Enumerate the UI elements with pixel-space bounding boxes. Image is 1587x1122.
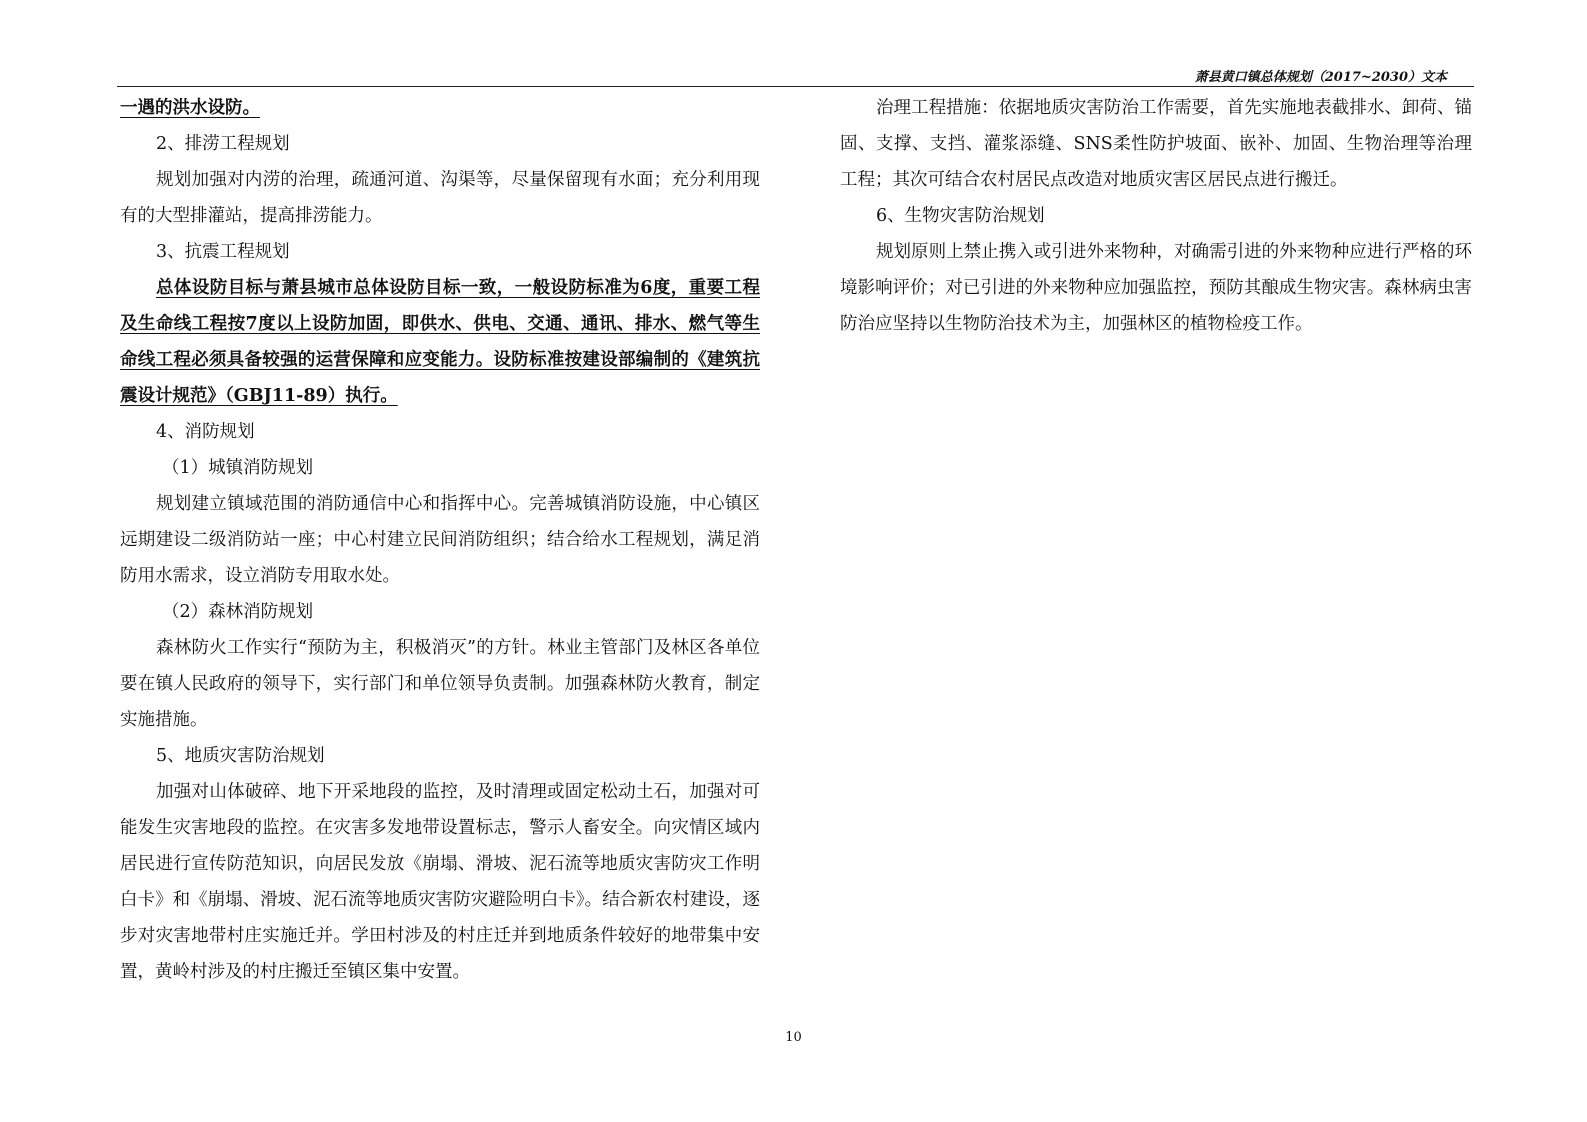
paragraph-flood-cont: 一遇的洪水设防。 bbox=[120, 98, 260, 118]
heading-drainage: 2、排涝工程规划 bbox=[156, 134, 290, 154]
document-header-title: 萧县黄口镇总体规划（2017~2030）文本 bbox=[1194, 70, 1447, 85]
heading-fire: 4、消防规划 bbox=[156, 422, 255, 442]
subheading-town-fire: （1）城镇消防规划 bbox=[162, 458, 314, 478]
paragraph-drainage: 规划加强对内涝的治理，疏通河道、沟渠等，尽量保留现有水面；充分利用现有的大型排灌站，提高排涝能力。 bbox=[120, 170, 760, 226]
paragraph-biohazard: 规划原则上禁止携入或引进外来物种，对确需引进的外来物种应进行严格的环境影响评价；对已引进的外来物种应加强监控，预防其酿成生物灾害。森林病虫害防治应坚持以生物防治技术为主，加强林区的植物检疫工作。 bbox=[840, 242, 1472, 334]
paragraph-geohazard: 加强对山体破碎、地下开采地段的监控，及时清理或固定松动土石，加强对可能发生灾害地段的监控。在灾害多发地带设置标志，警示人畜安全。向灾情区域内居民进行宣传防范知识，向居民发放《崩塌、滑坡、泥石流等地质灾害防灾工作明白卡》和《崩塌、滑坡、泥石流等地质灾害防灾避险明白卡》。结合新农村建设，逐步对灾害地带村庄实施迁并。学田村涉及的村庄迁并到地质条件较好的地带集中安置，黄岭村涉及的村庄搬迁至镇区集中安置。 bbox=[120, 782, 760, 982]
left-column bbox=[120, 90, 760, 990]
header-rule bbox=[117, 86, 1474, 87]
paragraph-treatment-measures: 治理工程措施：依据地质灾害防治工作需要，首先实施地表截排水、卸荷、锚固、支撑、支挡、灌浆添缝、SNS柔性防护坡面、嵌补、加固、生物治理等治理工程；其次可结合农村居民点改造对地质灾害区居民点进行搬迁。 bbox=[840, 98, 1472, 190]
paragraph-town-fire: 规划建立镇域范围的消防通信中心和指挥中心。完善城镇消防设施，中心镇区远期建设二级消防站一座；中心村建立民间消防组织；结合给水工程规划，满足消防用水需求，设立消防专用取水处。 bbox=[120, 494, 760, 586]
right-column bbox=[840, 90, 1472, 342]
page-number: 10 bbox=[785, 1030, 802, 1045]
heading-biohazard: 6、生物灾害防治规划 bbox=[876, 206, 1045, 226]
paragraph-forest-fire: 森林防火工作实行“预防为主，积极消灭”的方针。林业主管部门及林区各单位要在镇人民政府的领导下，实行部门和单位领导负责制。加强森林防火教育，制定实施措施。 bbox=[120, 638, 760, 730]
heading-geohazard: 5、地质灾害防治规划 bbox=[156, 746, 325, 766]
subheading-forest-fire: （2）森林消防规划 bbox=[162, 602, 314, 622]
heading-seismic: 3、抗震工程规划 bbox=[156, 242, 290, 262]
paragraph-seismic: 总体设防目标与萧县城市总体设防目标一致，一般设防标准为6度，重要工程及生命线工程按7度以上设防加固，即供水、供电、交通、通讯、排水、燃气等生命线工程必须具备较强的运营保障和应变能力。设防标准按建设部编制的《建筑抗震设计规范》（GBJ11-89）执行。 bbox=[120, 278, 760, 406]
